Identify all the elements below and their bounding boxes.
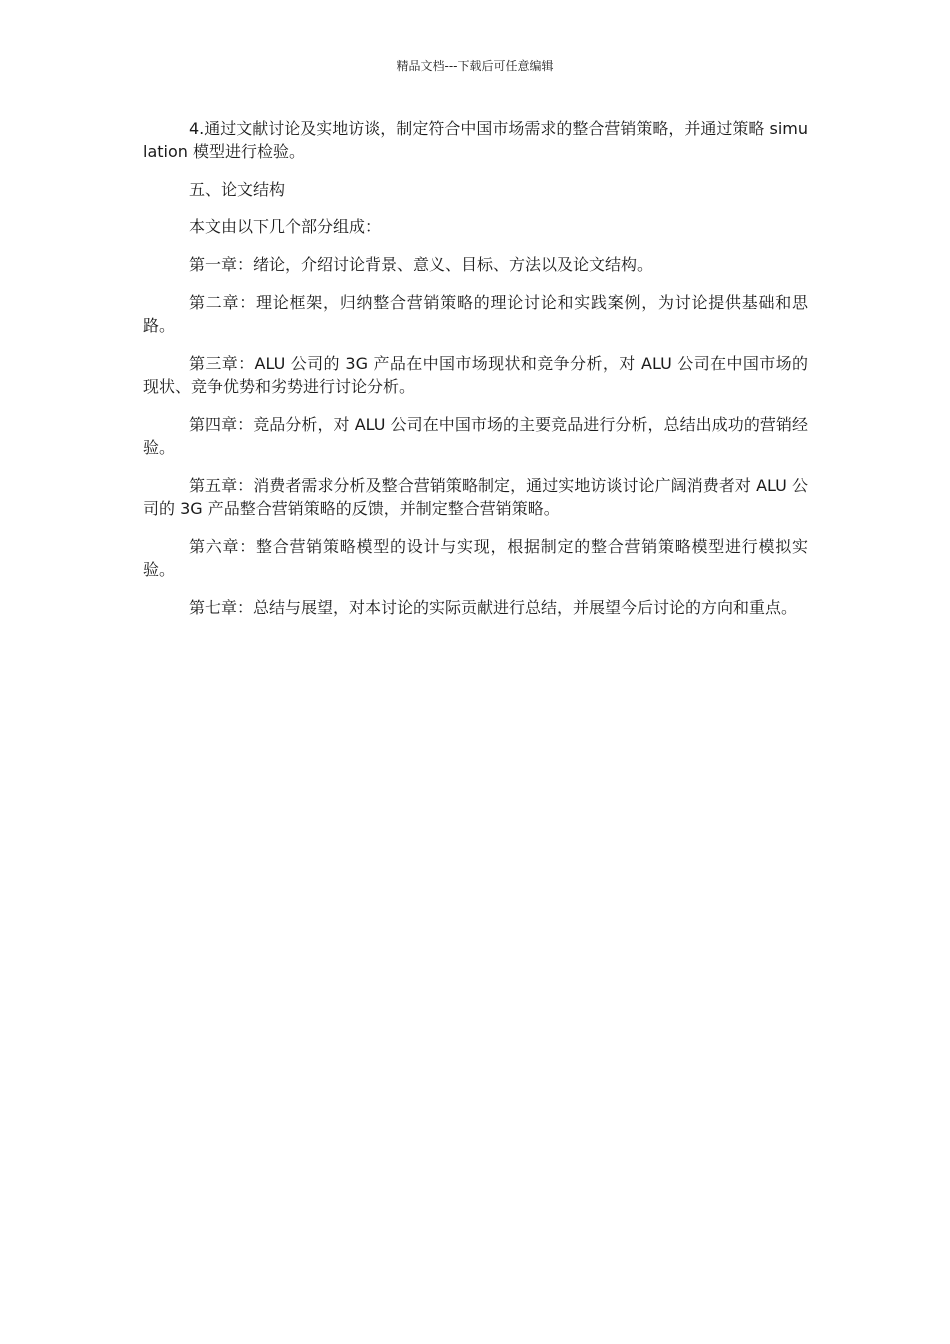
paragraph-chapter-4: 第四章：竞品分析，对 ALU 公司在中国市场的主要竞品进行分析，总结出成功的营销经验。 xyxy=(143,415,808,457)
paragraph-chapter-7: 第七章：总结与展望，对本讨论的实际贡献进行总结，并展望今后讨论的方向和重点。 xyxy=(189,598,798,617)
paragraph-chapter-6: 第六章：整合营销策略模型的设计与实现，根据制定的整合营销策略模型进行模拟实验。 xyxy=(143,537,808,579)
paragraph-chapter-2: 第二章：理论框架，归纳整合营销策略的理论讨论和实践案例，为讨论提供基础和思路。 xyxy=(143,293,808,335)
section-heading-structure: 五、论文结构 xyxy=(189,180,286,199)
paragraph-chapter-3: 第三章：ALU 公司的 3G 产品在中国市场现状和竞争分析，对 ALU 公司在中国市场的现状、竞争优势和劣势进行讨论分析。 xyxy=(143,354,808,396)
page-header: 精品文档---下载后可任意编辑 xyxy=(396,59,554,73)
paragraph-chapter-1: 第一章：绪论，介绍讨论背景、意义、目标、方法以及论文结构。 xyxy=(189,255,654,274)
paragraph-chapter-5: 第五章：消费者需求分析及整合营销策略制定，通过实地访谈讨论广阔消费者对 ALU 公司的 3G 产品整合营销策略的反馈，并制定整合营销策略。 xyxy=(143,476,808,518)
document-body xyxy=(143,117,808,634)
paragraph-method-4: 4.通过文献讨论及实地访谈，制定符合中国市场需求的整合营销策略，并通过策略 simulation 模型进行检验。 xyxy=(143,119,808,161)
paragraph-structure-intro: 本文由以下几个部分组成： xyxy=(189,217,382,236)
